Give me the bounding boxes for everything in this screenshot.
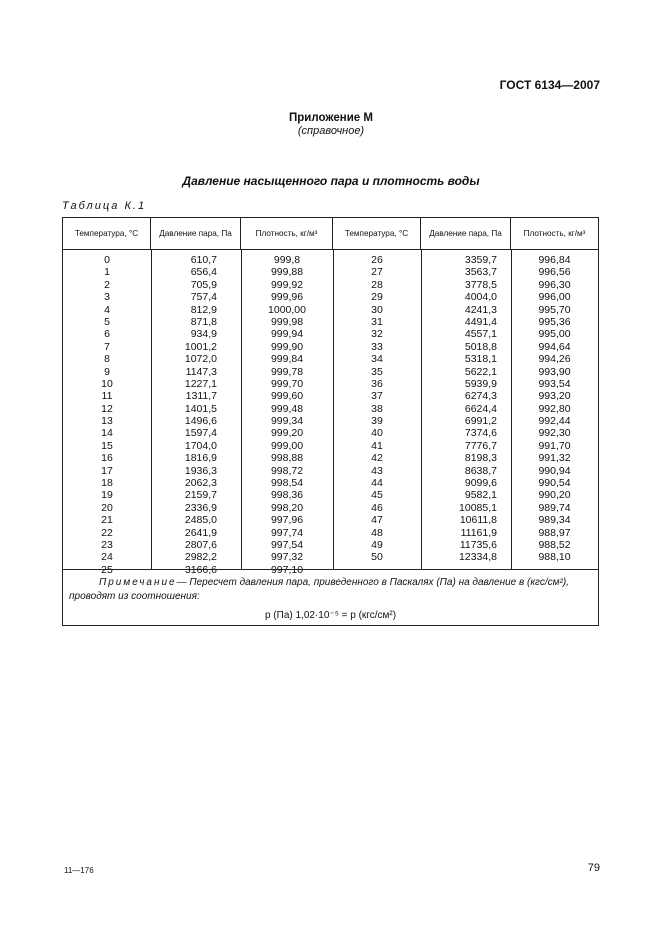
table-cell: 9 [104, 365, 110, 378]
table-cell: 989,74 [538, 501, 571, 514]
table-label: Таблица К.1 [62, 200, 147, 212]
table-cell: 26 [371, 254, 383, 266]
table-cell: 1072,0 [184, 353, 217, 366]
table-cell: 990,54 [538, 477, 571, 490]
table-cell: 42 [371, 452, 383, 465]
table-cell: 997,32 [270, 551, 304, 564]
table-cell: 47 [371, 514, 383, 527]
table-row [63, 415, 598, 427]
table-cell: 999,88 [270, 266, 304, 279]
table-cell: 999,34 [270, 415, 304, 428]
table-cell: 16 [101, 452, 113, 465]
appendix-subtitle: (справочное) [297, 125, 365, 137]
table-cell: 2 [104, 278, 110, 291]
table-cell: 24 [101, 551, 113, 564]
table-cell: 33 [371, 340, 383, 353]
table-cell: 31 [371, 315, 383, 328]
standard-number: ГОСТ 6134—2007 [499, 78, 600, 92]
table-cell: 990,20 [538, 489, 571, 502]
table-cell: 1496,6 [184, 415, 217, 428]
table-cell: 10085,1 [459, 501, 497, 514]
table-cell: 2336,9 [184, 501, 217, 514]
table-cell: 9582,1 [464, 489, 497, 502]
table-cell: 2159,7 [184, 489, 217, 502]
table-cell: 991,70 [538, 439, 571, 452]
header-cell: Давление пара, Па [421, 218, 511, 249]
table-row [63, 440, 598, 452]
table-cell: 994,64 [538, 340, 571, 353]
table-row [63, 527, 598, 539]
table-cell: 4241,3 [464, 303, 497, 316]
table-row [63, 279, 598, 291]
table-cell: 11 [101, 390, 113, 403]
table-cell: 992,80 [538, 402, 571, 415]
table-row [63, 452, 598, 464]
table-cell: 13 [101, 415, 113, 428]
table-cell: 43 [371, 464, 383, 477]
table-cell: 999,98 [270, 315, 304, 328]
table-row [63, 316, 598, 328]
table-cell: 4004,0 [464, 291, 497, 304]
table-cell: 1816,9 [184, 452, 217, 465]
header-cell: Давление пара, Па [151, 218, 241, 249]
table-cell: 8 [104, 353, 110, 366]
table-cell: 5939,9 [464, 377, 497, 390]
table-cell: 20 [101, 501, 113, 514]
table-header [63, 218, 598, 250]
table-cell: 1311,7 [185, 390, 217, 403]
table-cell: 5318,1 [464, 353, 497, 366]
table-cell: 989,34 [538, 514, 571, 527]
table-cell: 999,70 [270, 377, 304, 390]
table-cell: 40 [371, 427, 383, 440]
table-cell: 3778,5 [464, 278, 497, 291]
table-cell: 934,9 [190, 328, 217, 341]
note-formula: p (Па) 1,02·10⁻⁵ = p (кгс/см²) [264, 610, 397, 621]
table-cell: 991,32 [538, 452, 571, 465]
table-cell: 35 [371, 365, 383, 378]
table-cell: 41 [371, 439, 383, 452]
table-cell: 11735,6 [459, 538, 497, 551]
table-cell: 3 [104, 291, 110, 304]
table-row [63, 489, 598, 501]
header-cell: Плотность, кг/м³ [523, 228, 586, 238]
table-cell: 1401,5 [184, 402, 217, 415]
table-cell: 23 [101, 538, 113, 551]
table-cell: 992,44 [538, 415, 571, 428]
table-cell: 988,97 [538, 526, 571, 539]
table-cell: 17 [101, 464, 113, 477]
table-cell: 996,30 [538, 278, 571, 291]
table-cell: 25 [101, 563, 113, 576]
table-cell: 999,84 [270, 353, 304, 366]
table-row [63, 477, 598, 489]
table-row [63, 427, 598, 439]
note-body: — Пересчет давления пара, приведенного в Паскалях (Па) на давление в (кгс/см²), проводят из соотношения: [69, 577, 569, 602]
table-cell: 50 [371, 551, 383, 564]
table-cell: 999,60 [270, 390, 304, 403]
table-cell: 5622,1 [464, 365, 497, 378]
table-cell: 997,54 [270, 538, 304, 551]
table-cell: 7374,6 [464, 427, 497, 440]
table-row [63, 341, 598, 353]
table-cell: 4491,4 [464, 315, 497, 328]
header-cell: Температура, °С [333, 218, 421, 249]
table-row [63, 390, 598, 402]
table-row [63, 502, 598, 514]
table-cell: 993,90 [538, 365, 571, 378]
page-number: 79 [587, 862, 600, 874]
table-cell: 10611,8 [459, 514, 497, 527]
table-cell: 999,00 [270, 439, 304, 452]
header-cell: Плотность, кг/м³ [241, 218, 333, 249]
table-cell: 993,20 [538, 390, 571, 403]
table-cell: 997,74 [270, 526, 304, 539]
table-cell: 1147,3 [185, 365, 217, 378]
table-row [63, 353, 598, 365]
table-cell: 2485,0 [184, 514, 217, 527]
table-cell: 36 [371, 377, 383, 390]
table-cell: 1 [104, 266, 110, 279]
table-cell: 46 [371, 501, 383, 514]
table-row [63, 403, 598, 415]
table-row [63, 254, 598, 266]
table-cell: 995,36 [538, 315, 571, 328]
table-cell: 610,7 [190, 254, 217, 266]
table-cell: 1704,0 [184, 439, 217, 452]
table-cell: 12334,8 [459, 551, 497, 564]
table-cell: 32 [371, 328, 383, 341]
table-cell: 994,26 [538, 353, 571, 366]
table-cell: 992,30 [538, 427, 571, 440]
table-cell: 18 [101, 477, 113, 490]
table-cell: 988,10 [538, 551, 571, 564]
table-cell: 1227,1 [184, 377, 217, 390]
table-cell: 990,94 [538, 464, 571, 477]
table-cell: 5 [104, 315, 110, 328]
table-cell: 28 [371, 278, 383, 291]
table-cell: 988,52 [538, 538, 571, 551]
table-cell: 4557,1 [464, 328, 497, 341]
note-text [69, 576, 595, 604]
note-lead: Примечание [99, 577, 177, 588]
table-cell: 39 [371, 415, 383, 428]
table-cell: 1597,4 [184, 427, 217, 440]
table-cell: 996,84 [538, 254, 571, 266]
table-cell: 871,8 [190, 315, 217, 328]
table-cell: 997,10 [270, 563, 304, 576]
table-cell: 27 [371, 266, 383, 279]
table-cell: 999,90 [270, 340, 304, 353]
table-cell: 7 [104, 340, 110, 353]
table-cell: 998,88 [270, 452, 304, 465]
table-row [63, 514, 598, 526]
table-cell: 5018,8 [464, 340, 497, 353]
table-cell: 999,48 [270, 402, 304, 415]
table-cell: 8638,7 [464, 464, 497, 477]
table-cell: 3166,6 [184, 563, 217, 576]
table-cell: 0 [104, 254, 110, 266]
table-cell: 999,8 [273, 254, 301, 266]
table-row [63, 366, 598, 378]
table-row [63, 328, 598, 340]
table-row [63, 378, 598, 390]
data-table [62, 217, 599, 626]
appendix-title: Приложение М [289, 112, 373, 124]
table-cell: 21 [101, 514, 113, 527]
table-cell: 29 [371, 291, 383, 304]
table-cell: 999,78 [270, 365, 304, 378]
table-cell: 996,00 [538, 291, 571, 304]
table-cell: 4 [104, 303, 110, 316]
table-cell: 34 [371, 353, 383, 366]
table-cell: 998,54 [270, 477, 304, 490]
table-cell: 997,96 [270, 514, 304, 527]
table-cell: 1936,3 [184, 464, 217, 477]
table-cell: 999,96 [270, 291, 304, 304]
table-cell: 812,9 [190, 303, 217, 316]
table-cell: 2982,2 [184, 551, 217, 564]
table-cell: 998,72 [270, 464, 304, 477]
table-cell: 999,94 [270, 328, 304, 341]
table-cell: 22 [101, 526, 113, 539]
header-cell: Температура, °С [63, 218, 151, 249]
table-cell: 14 [101, 427, 113, 440]
table-row [63, 539, 598, 551]
table-cell: 44 [371, 477, 383, 490]
table-cell: 1001,2 [184, 340, 217, 353]
table-cell: 6274,3 [464, 390, 497, 403]
table-cell: 6 [104, 328, 110, 341]
table-cell: 998,36 [270, 489, 304, 502]
table-cell: 15 [101, 439, 113, 452]
table-cell: 11161,9 [460, 526, 497, 539]
table-cell: 19 [101, 489, 113, 502]
table-cell: 37 [371, 390, 383, 403]
table-cell: 995,70 [538, 303, 571, 316]
table-cell: 6991,2 [464, 415, 497, 428]
table-cell: 656,4 [190, 266, 217, 279]
table-cell: 8198,3 [464, 452, 497, 465]
table-cell: 999,92 [270, 278, 304, 291]
table-note [63, 569, 598, 627]
table-body [63, 254, 598, 576]
table-cell: 996,56 [538, 266, 571, 279]
table-cell: 3563,7 [464, 266, 497, 279]
table-cell: 6624,4 [464, 402, 497, 415]
table-cell: 49 [371, 538, 383, 551]
table-cell: 7776,7 [464, 439, 497, 452]
table-row [63, 551, 598, 563]
table-cell: 10 [101, 377, 113, 390]
table-cell: 757,4 [190, 291, 217, 304]
table-cell: 705,9 [190, 278, 217, 291]
table-cell: 998,20 [270, 501, 304, 514]
table-cell: 999,20 [270, 427, 304, 440]
table-cell: 12 [101, 402, 113, 415]
table-cell: 1000,00 [268, 303, 306, 316]
table-row [63, 266, 598, 278]
table-row [63, 304, 598, 316]
table-cell: 48 [371, 526, 383, 539]
table-cell: 2807,6 [184, 538, 217, 551]
table-cell: 3359,7 [464, 254, 497, 266]
table-cell: 38 [371, 402, 383, 415]
table-row [63, 465, 598, 477]
table-cell: 993,54 [538, 377, 571, 390]
table-cell: 2062,3 [184, 477, 217, 490]
table-cell: 30 [371, 303, 383, 316]
page-code: 11—176 [64, 866, 94, 875]
table-cell: 2641,9 [184, 526, 217, 539]
table-cell: 45 [371, 489, 383, 502]
table-cell: 9099,6 [464, 477, 497, 490]
table-row [63, 291, 598, 303]
table-cell: 995,00 [538, 328, 571, 341]
document-title: Давление насыщенного пара и плотность воды [182, 174, 480, 188]
